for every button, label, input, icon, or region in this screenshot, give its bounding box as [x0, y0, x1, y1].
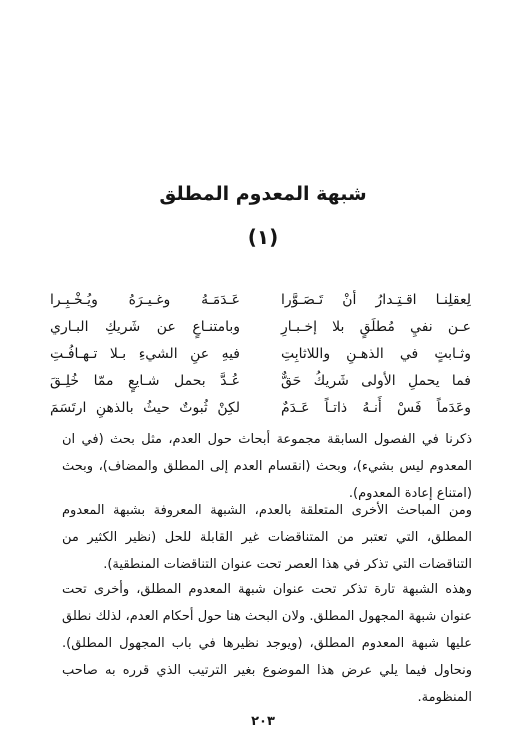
verse-first-hemistich: وثـابتٍ في الذهـنِ واللاثابِتِ: [281, 346, 471, 362]
chapter-title: شبهة المعدوم المطلق: [159, 183, 367, 205]
verse-first-hemistich: وعَدَماً فَسْ أَنـهُ ذاتـاً عَـدَمٌ: [281, 400, 471, 416]
verse-second-hemistich: فيهِ عنِ الشيءِ بـلا تـهـافُـتِ: [50, 346, 240, 362]
verse-second-hemistich: لكِنْ ثُبوتٌ حيثُ بالذهنِ ارتَسَمَ: [50, 400, 240, 416]
verse: [0, 289, 526, 316]
verse: [0, 343, 526, 370]
verse-first-hemistich: فما يحملِ الأولى شَريكُ حَقٌّ: [281, 373, 471, 389]
verse: [0, 370, 526, 397]
verse-first-hemistich: لِعقلِنـا اقـتِـدارُ أنْ تَـصَـوَّرا: [281, 292, 471, 308]
chapter-number: (١): [247, 225, 279, 249]
verse-first-hemistich: عـن نفيِ مُطلَقٍ بلا إخـبـارِ: [281, 319, 471, 335]
body-paragraph: وهذه الشبهة تارة تذكر تحت عنوان شبهة المعدوم المطلق، وأخرى تحت عنوان شبهة المجهول المطلق. ولان البحث هنا حول أحكام العدم، لذلك نطلق عليها شبهة المعدوم المطلق، (ويوجد نظيرها في باب المجهول المطلق). ونحاول فيما يلي عرض هذا الموضوع بغير الترتيب الذي قرره به صاحب المنظومة.: [62, 582, 472, 705]
verse: [0, 397, 526, 424]
verse: [0, 316, 526, 343]
verse-second-hemistich: عُـدَّ بحمل شـايعٍ ممّا خُلِـقَ: [50, 373, 240, 389]
verse-second-hemistich: عَـدَمَـهُ وغـيـرَهُ ويُـخْـبِـرا: [50, 292, 240, 308]
poem: [0, 289, 526, 431]
body-paragraph: ذكرنا في الفصول السابقة مجموعة أبحاث حول العدم، مثل بحث (في ان المعدوم ليس بشيء)، وبحث (انقسام العدم إلى المطلق والمضاف)، وبحث (امتناع إعادة المعدوم).: [62, 432, 472, 501]
verse-second-hemistich: وبامتنـاعٍ عن شَريكِ البـاري: [50, 319, 240, 335]
body-paragraph: ومن المباحث الأخرى المتعلقة بالعدم، الشبهة المعروفة بشبهة المعدوم المطلق، التي تعتبر من المتناقضات غير القابلة للحل (نظير الكثير من التناقضات التي تذكر في هذا العصر تحت عنوان التناقضات المنطقية).: [62, 503, 472, 572]
page-number: ٢٠٣: [251, 714, 275, 729]
